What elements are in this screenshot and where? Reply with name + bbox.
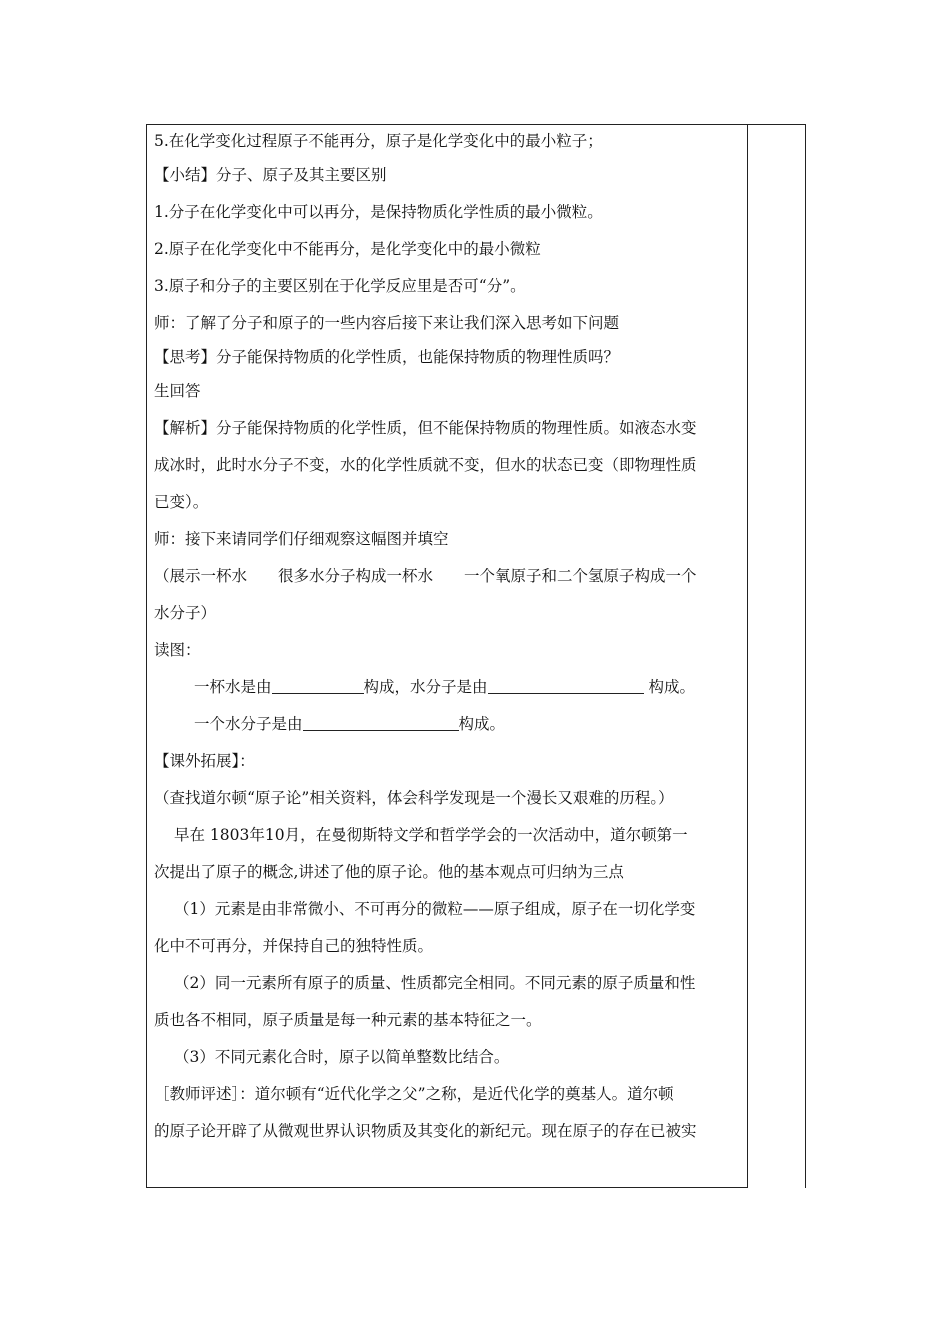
text-line: 早在 1803年10月，在曼彻斯特文学和哲学学会的一次活动中，道尔顿第一 bbox=[174, 826, 688, 844]
text-line: 5.在化学变化过程原子不能再分，原子是化学变化中的最小粒子； bbox=[154, 132, 603, 150]
summary-heading: 【小结】分子、原子及其主要区别 bbox=[154, 166, 387, 184]
text-line: 化中不可再分，并保持自己的独特性质。 bbox=[154, 937, 434, 955]
fill-text: 一个水分子是由 bbox=[194, 715, 303, 733]
text-line: （展示一杯水 很多水分子构成一杯水 一个氧原子和二个氢原子构成一个 bbox=[154, 567, 697, 585]
fill-in-sentence-2 bbox=[154, 709, 744, 746]
fill-text: 构成，水分子是由 bbox=[363, 678, 488, 696]
table-bottom-border bbox=[146, 1187, 747, 1188]
text-line: （2）同一元素所有原子的质量、性质都完全相同。不同元素的原子质量和性 bbox=[174, 974, 696, 992]
text-line: 质也各不相同，原子质量是每一种元素的基本特征之一。 bbox=[154, 1011, 542, 1029]
teacher-comment: ［教师评述］：道尔顿有“近代化学之父”之称，是近代化学的奠基人。道尔顿 bbox=[154, 1085, 674, 1103]
text-line: 2.原子在化学变化中不能再分，是化学变化中的最小微粒 bbox=[154, 240, 541, 258]
text-line: 已变）。 bbox=[154, 493, 209, 511]
thinking-question: 【思考】分子能保持物质的化学性质，也能保持物质的物理性质吗？ bbox=[154, 348, 620, 366]
text-line: 次提出了原子的概念,讲述了他的原子论。他的基本观点可归纳为三点 bbox=[154, 863, 624, 881]
text-line: 水分子） bbox=[154, 604, 217, 622]
extension-heading: 【课外拓展】： bbox=[154, 752, 255, 770]
column-divider bbox=[747, 124, 748, 1188]
fill-text: 一杯水是由 bbox=[194, 678, 272, 696]
fill-in-sentence-1 bbox=[154, 672, 744, 709]
text-line: （1）元素是由非常微小、不可再分的微粒——原子组成，原子在一切化学变 bbox=[174, 900, 696, 918]
fill-blank[interactable] bbox=[303, 712, 459, 731]
text-line: 师：了解了分子和原子的一些内容后接下来让我们深入思考如下问题 bbox=[154, 314, 620, 332]
analysis-text: 【解析】分子能保持物质的化学性质，但不能保持物质的物理性质。如液态水变 bbox=[154, 419, 697, 437]
fill-text: 构成。 bbox=[458, 715, 506, 733]
text-line: 1.分子在化学变化中可以再分，是保持物质化学性质的最小微粒。 bbox=[154, 203, 603, 221]
text-line: 3.原子和分子的主要区别在于化学反应里是否可“分”。 bbox=[154, 277, 526, 295]
text-line: （3）不同元素化合时，原子以简单整数比结合。 bbox=[174, 1048, 510, 1066]
text-line: 生回答 bbox=[154, 382, 201, 400]
fill-blank[interactable] bbox=[488, 675, 644, 694]
fill-text: 构成。 bbox=[643, 678, 695, 696]
text-line: 师：接下来请同学们仔细观察这幅图并填空 bbox=[154, 530, 449, 548]
fill-blank[interactable] bbox=[272, 675, 364, 694]
text-line: 成冰时，此时水分子不变，水的化学性质就不变，但水的状态已变（即物理性质 bbox=[154, 456, 697, 474]
lesson-content-cell bbox=[154, 126, 744, 1153]
text-line: 的原子论开辟了从微观世界认识物质及其变化的新纪元。现在原子的存在已被实 bbox=[154, 1122, 697, 1140]
text-line: （查找道尔顿“原子论”相关资料，体会科学发现是一个漫长又艰难的历程。） bbox=[154, 789, 674, 807]
read-figure-label: 读图： bbox=[154, 641, 201, 659]
